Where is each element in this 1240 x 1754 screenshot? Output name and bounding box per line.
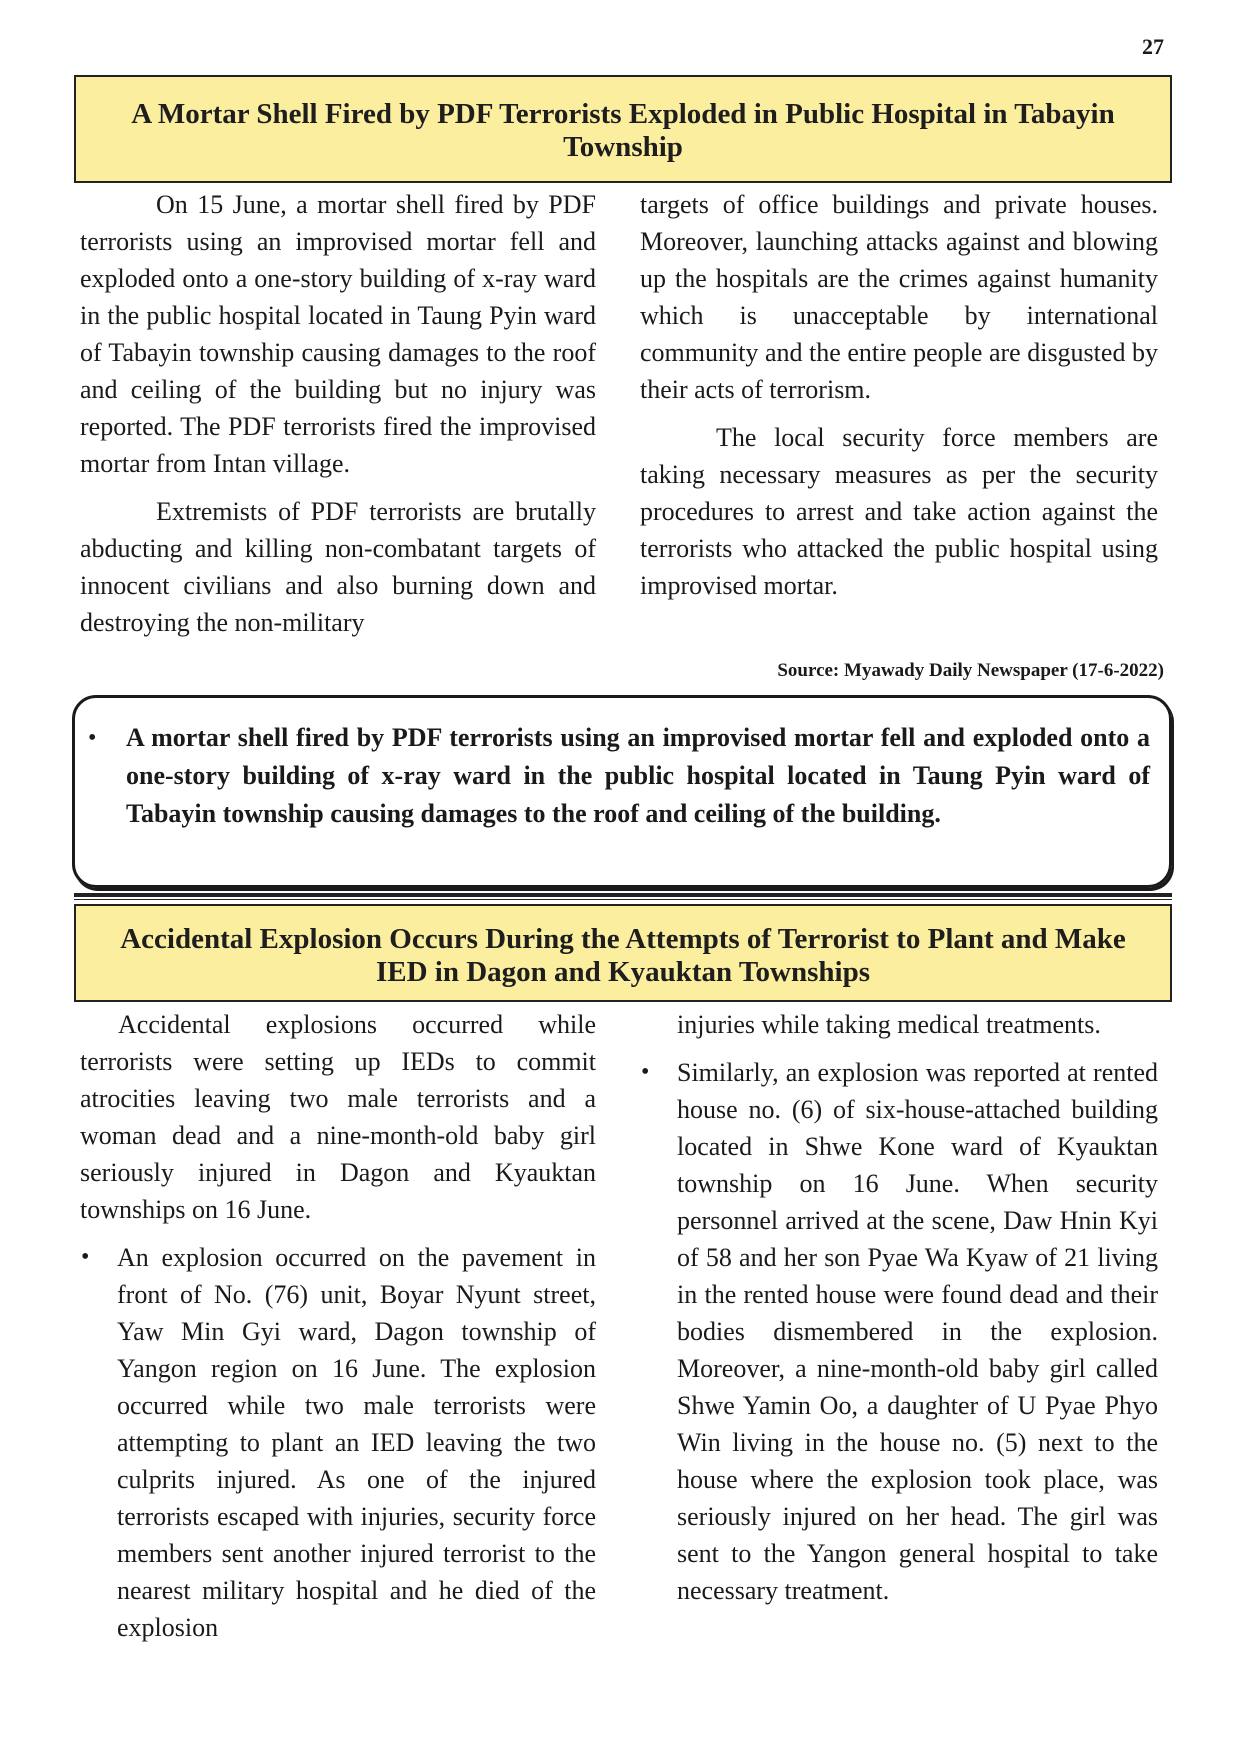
article1-source: Source: Myawady Daily Newspaper (17-6-2022) [777, 660, 1164, 681]
article1-left-column [80, 186, 596, 641]
article-title-mortar-shell: A Mortar Shell Fired by PDF Terrorists Exploded in Public Hospital in Tabayin Township [74, 75, 1172, 183]
highlight-text: A mortar shell fired by PDF terrorists using an improvised mortar fell and exploded onto a one-story building of x-ray ward in the public hospital located in Taung Pyin ward of Tabayin township causing damages to the roof and ceiling of the building. [126, 723, 1150, 828]
article2-bullet-kyauktan: • Similarly, an explosion was reported at rented house no. (6) of six-house-attached building located in Shwe Kone ward of Kyauktan township on 16 June. When security personnel arrived at the scene, Daw Hnin Kyi of 58 and her son Pyae Wa Kyaw of 21 living in the rented house were found dead and their bodies dismembered in the explosion. Moreover, a nine-month-old baby girl called Shwe Yamin Oo, a daughter of U Pyae Phyo Win living in the house no. (5) next to the house where the explosion took place, was seriously injured on her head. The girl was sent to the Yangon general hospital to take necessary treatment. [640, 1054, 1158, 1609]
article1-paragraph-4: The local security force members are taking necessary measures as per the security procedures to arrest and take action against the terrorists who attacked the public hospital using improvised mortar. [640, 423, 1158, 600]
article2-right-column [640, 1006, 1158, 1609]
highlight-bullet: • [88, 725, 97, 751]
article2-bullet-dagon-continued: injuries while taking medical treatments. [677, 1010, 1101, 1039]
section-divider [74, 893, 1172, 897]
section-divider-thin [74, 899, 1172, 900]
article2-bullets-left [80, 1239, 596, 1646]
article2-left-column [80, 1006, 596, 1646]
article1-paragraph-3: targets of office buildings and private houses. Moreover, launching attacks against and blowing up the hospitals are the crimes against humanity which is unacceptable by international community and the entire people are disgusted by their acts of terrorism. [640, 190, 1158, 404]
article1-paragraph-1: On 15 June, a mortar shell fired by PDF terrorists using an improvised mortar fell and exploded onto a one-story building of x-ray ward in the public hospital located in Taung Pyin ward of Tabayin township causing damages to the roof and ceiling of the building but no injury was reported. The PDF terrorists fired the improvised mortar from Intan village. [80, 190, 596, 478]
article2-bullets-right [640, 1054, 1158, 1609]
article2-bullet-dagon: • An explosion occurred on the pavement in front of No. (76) unit, Boyar Nyunt street, Yaw Min Gyi ward, Dagon township of Yangon region on 16 June. The explosion occurred while two male terrorists were attempting to plant an IED leaving the two culprits injured. As one of the injured terrorists escaped with injuries, security force members sent another injured terrorist to the nearest military hospital and he died of the explosion [80, 1239, 596, 1646]
article-title-accidental-explosion: Accidental Explosion Occurs During the Attempts of Terrorist to Plant and Make IED in Dagon and Kyauktan Townships [74, 904, 1172, 1002]
page-number: 27 [1142, 34, 1164, 59]
article1-paragraph-2: Extremists of PDF terrorists are brutally abducting and killing non-combatant targets of innocent civilians and also burning down and destroying the non-military [80, 497, 596, 637]
article2-intro: Accidental explosions occurred while terrorists were setting up IEDs to commit atrocities leaving two male terrorists and a woman dead and a nine-month-old baby girl seriously injured in Dagon and Kyauktan townships on 16 June. [80, 1010, 596, 1224]
article1-right-column [640, 186, 1158, 604]
